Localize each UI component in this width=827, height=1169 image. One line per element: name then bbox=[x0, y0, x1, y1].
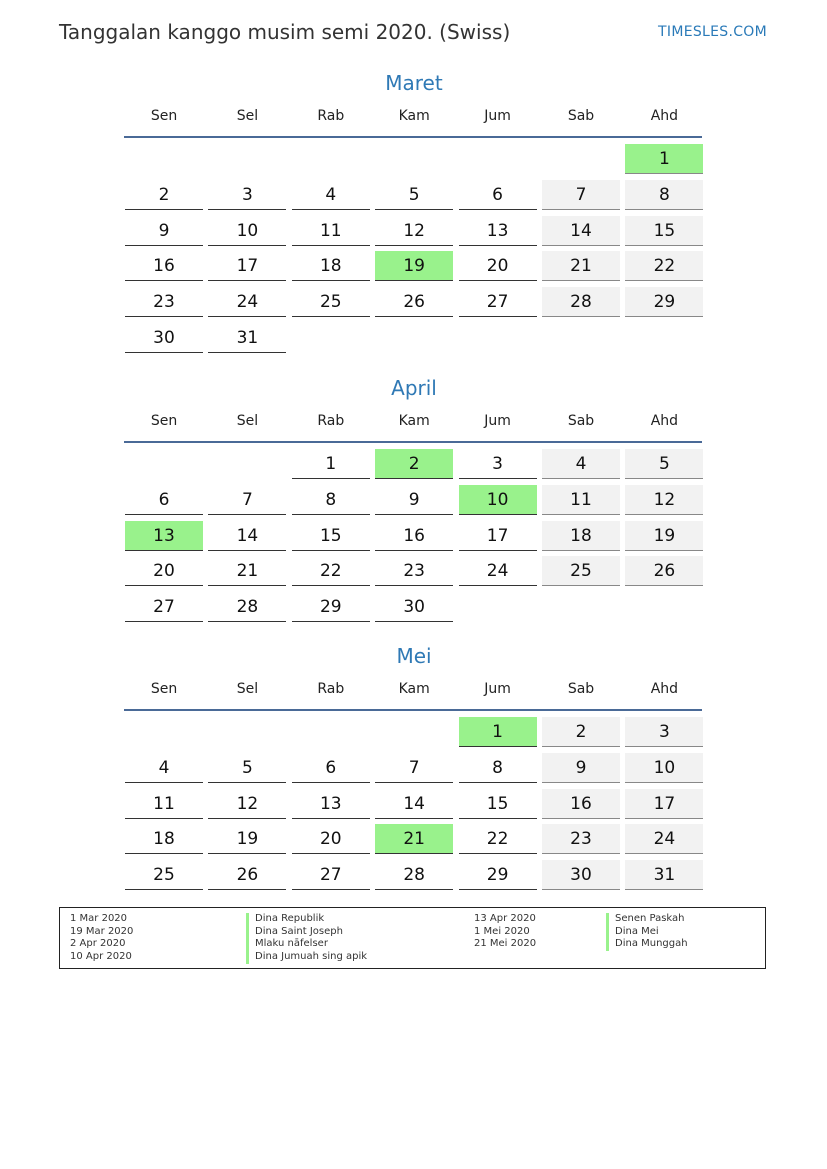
brand-link[interactable]: TIMESLES.COM bbox=[658, 24, 767, 40]
day-cell: 24 bbox=[208, 287, 286, 317]
month-title: April bbox=[391, 376, 437, 400]
holiday-day-cell: 10 bbox=[459, 485, 537, 515]
day-cell: 7 bbox=[542, 180, 620, 210]
day-cell: 3 bbox=[208, 180, 286, 210]
day-cell: 7 bbox=[208, 485, 286, 515]
weekday-label: Sel bbox=[236, 681, 259, 697]
legend-date: 19 Mar 2020 bbox=[70, 925, 134, 937]
legend-holiday-name: Senen Paskah bbox=[606, 913, 688, 926]
legend-holiday-name: Dina Munggah bbox=[606, 938, 688, 951]
weekday-label: Ahd bbox=[650, 681, 679, 697]
day-cell: 15 bbox=[625, 216, 703, 246]
day-cell: 18 bbox=[542, 521, 620, 551]
holiday-day-cell: 13 bbox=[125, 521, 203, 551]
month-mei bbox=[124, 641, 704, 886]
weekday-label: Rab bbox=[317, 413, 345, 429]
legend-holiday-name: Dina Saint Joseph bbox=[246, 926, 367, 939]
holiday-day-cell: 21 bbox=[375, 824, 453, 854]
day-cell: 11 bbox=[125, 789, 203, 819]
day-cell: 28 bbox=[208, 592, 286, 622]
day-cell: 26 bbox=[208, 860, 286, 890]
day-cell: 23 bbox=[125, 287, 203, 317]
weekday-label: Sen bbox=[150, 413, 178, 429]
day-cell: 6 bbox=[292, 753, 370, 783]
day-cell: 27 bbox=[459, 287, 537, 317]
weekday-label: Kam bbox=[398, 681, 430, 697]
legend-dates-right bbox=[474, 913, 536, 951]
header-rule bbox=[124, 441, 702, 443]
weekday-label: Jum bbox=[484, 681, 511, 697]
day-cell: 4 bbox=[125, 753, 203, 783]
month-title: Mei bbox=[396, 644, 432, 668]
day-cell: 9 bbox=[542, 753, 620, 783]
day-cell: 29 bbox=[459, 860, 537, 890]
month-april bbox=[124, 373, 704, 618]
holiday-day-cell: 1 bbox=[459, 717, 537, 747]
month-title: Maret bbox=[385, 71, 443, 95]
day-cell: 21 bbox=[542, 251, 620, 281]
weekday-label: Jum bbox=[484, 108, 511, 124]
legend-holiday-name: Dina Republik bbox=[246, 913, 367, 926]
legend-date: 1 Mar 2020 bbox=[70, 913, 128, 924]
legend-holiday-name: Dina Jumuah sing apik bbox=[246, 951, 367, 964]
weekday-label: Sel bbox=[236, 108, 259, 124]
weekday-label: Rab bbox=[317, 681, 345, 697]
day-cell: 26 bbox=[625, 556, 703, 586]
day-cell: 24 bbox=[459, 556, 537, 586]
weekday-label: Sab bbox=[567, 681, 595, 697]
day-cell: 9 bbox=[375, 485, 453, 515]
weekday-label: Jum bbox=[484, 413, 511, 429]
day-cell: 22 bbox=[625, 251, 703, 281]
legend-date: 13 Apr 2020 bbox=[474, 913, 536, 924]
weekday-header bbox=[124, 681, 704, 705]
weekday-label: Kam bbox=[398, 413, 430, 429]
day-cell: 8 bbox=[625, 180, 703, 210]
day-cell: 2 bbox=[125, 180, 203, 210]
day-cell: 3 bbox=[625, 717, 703, 747]
day-cell: 14 bbox=[208, 521, 286, 551]
holiday-day-cell: 19 bbox=[375, 251, 453, 281]
legend-names-right bbox=[606, 913, 688, 951]
holiday-day-cell: 2 bbox=[375, 449, 453, 479]
day-cell: 29 bbox=[292, 592, 370, 622]
day-cell: 5 bbox=[208, 753, 286, 783]
weekday-header bbox=[124, 108, 704, 132]
legend-date: 10 Apr 2020 bbox=[70, 951, 132, 963]
day-cell: 10 bbox=[208, 216, 286, 246]
day-cell: 30 bbox=[375, 592, 453, 622]
day-cell: 6 bbox=[459, 180, 537, 210]
weekday-header bbox=[124, 413, 704, 437]
weekday-label: Ahd bbox=[650, 413, 679, 429]
day-cell: 16 bbox=[542, 789, 620, 819]
day-cell: 30 bbox=[542, 860, 620, 890]
page-title: Tanggalan kanggo musim semi 2020. (Swiss) bbox=[59, 20, 511, 44]
day-cell: 12 bbox=[208, 789, 286, 819]
day-cell: 25 bbox=[292, 287, 370, 317]
day-cell: 29 bbox=[625, 287, 703, 317]
weekday-label: Kam bbox=[398, 108, 430, 124]
day-cell: 18 bbox=[125, 824, 203, 854]
day-cell: 13 bbox=[292, 789, 370, 819]
legend-dates-left bbox=[70, 913, 133, 964]
day-cell: 21 bbox=[208, 556, 286, 586]
day-cell: 31 bbox=[625, 860, 703, 890]
day-cell: 13 bbox=[459, 216, 537, 246]
day-cell: 18 bbox=[292, 251, 370, 281]
day-cell: 28 bbox=[375, 860, 453, 890]
legend-date: 2 Apr 2020 bbox=[70, 938, 126, 950]
day-cell: 11 bbox=[292, 216, 370, 246]
day-cell: 22 bbox=[459, 824, 537, 854]
weekday-label: Ahd bbox=[650, 108, 679, 124]
day-cell: 5 bbox=[625, 449, 703, 479]
header-rule bbox=[124, 136, 702, 138]
legend-names-left bbox=[246, 913, 367, 964]
holiday-legend bbox=[59, 907, 766, 969]
legend-date: 1 Mei 2020 bbox=[474, 925, 530, 937]
day-cell: 17 bbox=[459, 521, 537, 551]
day-cell: 8 bbox=[292, 485, 370, 515]
day-cell: 1 bbox=[292, 449, 370, 479]
day-cell: 6 bbox=[125, 485, 203, 515]
day-cell: 14 bbox=[542, 216, 620, 246]
day-cell: 28 bbox=[542, 287, 620, 317]
day-cell: 27 bbox=[125, 592, 203, 622]
month-maret bbox=[124, 68, 704, 348]
weekday-label: Sen bbox=[150, 108, 178, 124]
day-cell: 12 bbox=[625, 485, 703, 515]
day-cell: 30 bbox=[125, 323, 203, 353]
day-cell: 7 bbox=[375, 753, 453, 783]
day-cell: 11 bbox=[542, 485, 620, 515]
day-cell: 16 bbox=[375, 521, 453, 551]
day-cell: 23 bbox=[542, 824, 620, 854]
legend-holiday-name: Mlaku nāfelser bbox=[246, 938, 367, 951]
day-cell: 24 bbox=[625, 824, 703, 854]
weekday-label: Rab bbox=[317, 108, 345, 124]
weekday-label: Sab bbox=[567, 108, 595, 124]
day-cell: 20 bbox=[292, 824, 370, 854]
header-rule bbox=[124, 709, 702, 711]
day-cell: 20 bbox=[125, 556, 203, 586]
day-cell: 16 bbox=[125, 251, 203, 281]
day-cell: 19 bbox=[625, 521, 703, 551]
day-cell: 4 bbox=[542, 449, 620, 479]
day-cell: 3 bbox=[459, 449, 537, 479]
weekday-label: Sab bbox=[567, 413, 595, 429]
weekday-label: Sel bbox=[236, 413, 259, 429]
day-cell: 20 bbox=[459, 251, 537, 281]
day-cell: 31 bbox=[208, 323, 286, 353]
holiday-day-cell: 1 bbox=[625, 144, 703, 174]
day-cell: 25 bbox=[542, 556, 620, 586]
day-cell: 2 bbox=[542, 717, 620, 747]
day-cell: 15 bbox=[459, 789, 537, 819]
day-cell: 26 bbox=[375, 287, 453, 317]
day-cell: 5 bbox=[375, 180, 453, 210]
day-cell: 8 bbox=[459, 753, 537, 783]
day-cell: 12 bbox=[375, 216, 453, 246]
legend-date: 21 Mei 2020 bbox=[474, 938, 537, 950]
day-cell: 19 bbox=[208, 824, 286, 854]
day-cell: 15 bbox=[292, 521, 370, 551]
day-cell: 10 bbox=[625, 753, 703, 783]
day-cell: 25 bbox=[125, 860, 203, 890]
day-cell: 17 bbox=[625, 789, 703, 819]
day-cell: 4 bbox=[292, 180, 370, 210]
day-cell: 14 bbox=[375, 789, 453, 819]
day-cell: 27 bbox=[292, 860, 370, 890]
legend-holiday-name: Dina Mei bbox=[606, 926, 688, 939]
weekday-label: Sen bbox=[150, 681, 178, 697]
day-cell: 22 bbox=[292, 556, 370, 586]
day-cell: 23 bbox=[375, 556, 453, 586]
day-cell: 17 bbox=[208, 251, 286, 281]
day-cell: 9 bbox=[125, 216, 203, 246]
